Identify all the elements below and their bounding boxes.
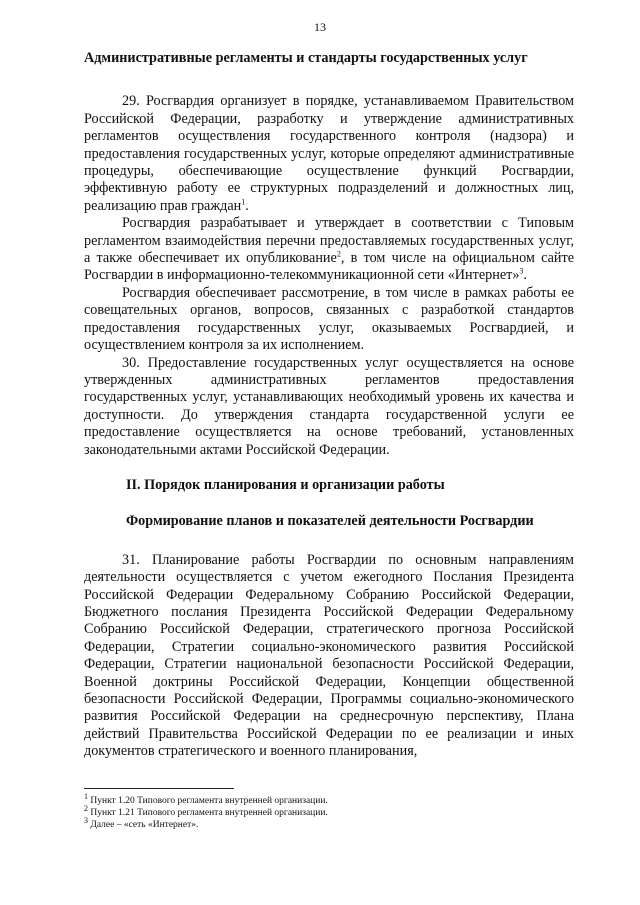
footnote-ref-3[interactable]: 3 <box>519 266 524 276</box>
paragraph-31: 31. Планирование работы Росгвардии по основным направлениям деятельности осуществляется с учетом ежегодного Послания Президента Российской Федерации Федеральному Собранию Российской Федерации, Бюджетного послания Президента Российской Федерации Федеральному Собранию Российской Федерации, стратегического прогноза Российской Федерации, Стратегии социально-экономического развития Российской Федерации, Стратегии национальной безопасности Российской Федерации, Военной доктрины Российской Федерации, Концепции общественной безопасности Российской Федерации, Программы социально-экономического развития Российской Федерации на среднесрочную перспективу, Плана действий Правительства Российской Федерации по ее реализации и иных документов стратегического и военного планирования, <box>84 551 574 760</box>
page-number: 13 <box>314 20 326 34</box>
chapter-title: II. Порядок планирования и организации работы <box>126 476 445 493</box>
footnote-2: $^2$ Пункт 1.21 Типового регламента внутренней организации. <box>84 803 328 818</box>
footnote-ref-1[interactable]: 1 <box>241 197 246 207</box>
footnotes <box>84 788 574 831</box>
paragraph-29: 29. Росгвардия организует в порядке, устанавливаемом Правительством Российской Федерации, разработку и утверждение административных регламентов осуществления государственного контроля (надзора) и предоставления государственных услуг, которые определяют административные процедуры, обеспечивающие осуществление функций Росгвардии, эффективную работу ее структурных подразделений и должностных лиц, реализацию прав граждан$^1$. <box>84 93 574 214</box>
paragraph-29-standards: Росгвардия обеспечивает рассмотрение, в том числе в рамках работы ее совещательных органов, вопросов, связанных с разработкой стандартов предоставления государственных услуг, оказываемых Росгвардией, и осуществлением контроля за их исполнением. <box>84 284 574 354</box>
footnote-3: $^3$ Далее – «сеть «Интернет». <box>84 815 199 830</box>
footnote-ref-2[interactable]: 2 <box>336 249 341 259</box>
footnote-divider <box>84 788 234 789</box>
section-title: Административные регламенты и стандарты государственных услуг <box>84 50 528 66</box>
subchapter-title: Формирование планов и показателей деятельности Росгвардии <box>126 513 534 530</box>
paragraph-29-publishing: Росгвардия разрабатывает и утверждает в соответствии с Типовым регламентом взаимодействия перечни предоставляемых государственных услуг, а также обеспечивает их опубликование$^2$, в том числе на официальном сайте Росгвардии в информационно-телекоммуникационной сети «Интернет»$^3$. <box>84 215 575 284</box>
document-body <box>84 50 574 761</box>
paragraph-30: 30. Предоставление государственных услуг осуществляется на основе утвержденных административных регламентов предоставления государственных услуг, устанавливающих необходимый уровень их качества и доступности. До утверждения стандарта государственной услуги ее предоставление осуществляется на основе требований, установленных законодательными актами Российской Федерации. <box>84 354 574 458</box>
footnote-1: $^1$ Пункт 1.20 Типового регламента внутренней организации. <box>84 791 328 806</box>
